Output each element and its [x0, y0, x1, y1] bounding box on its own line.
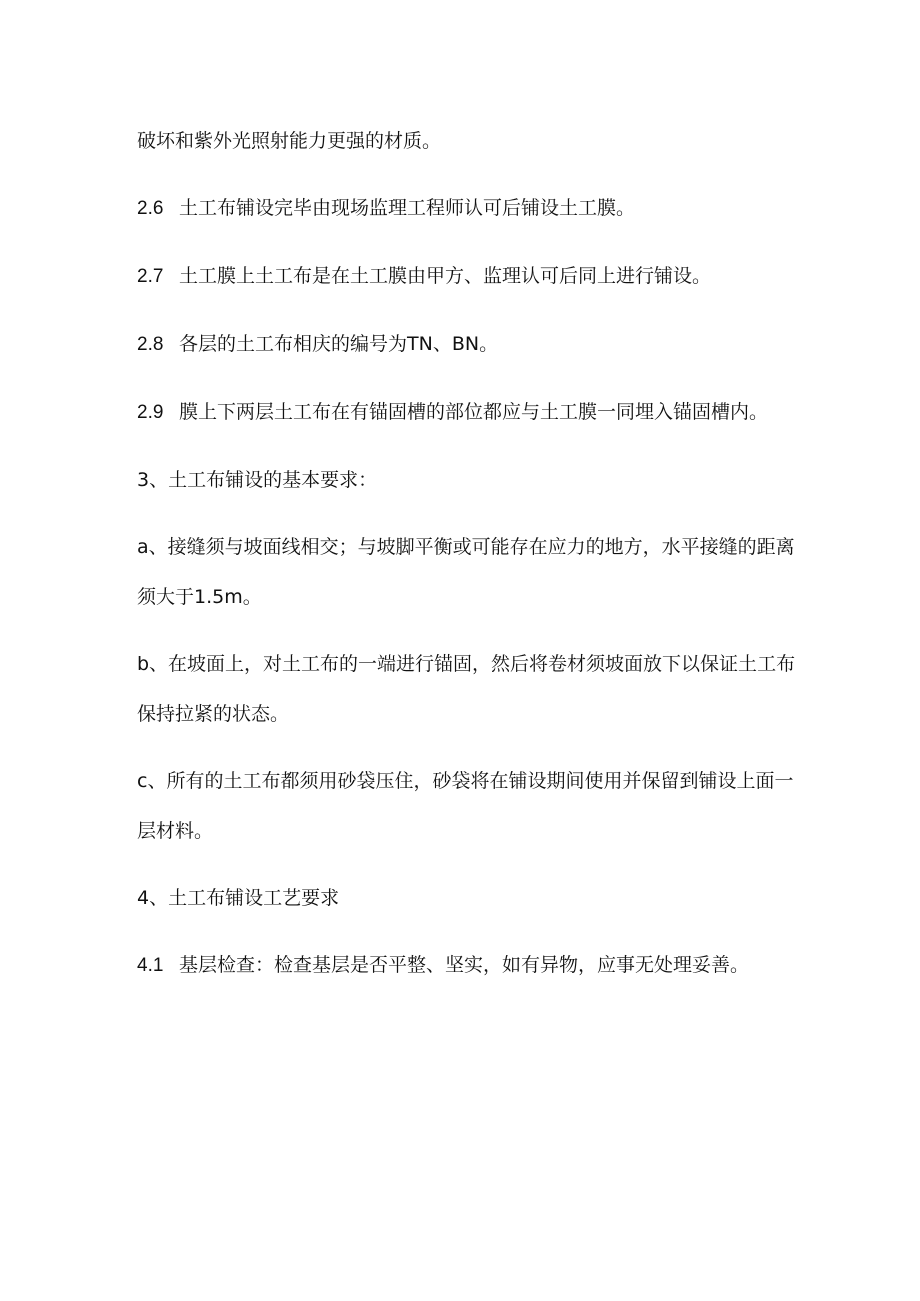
- section-number: 2.9: [137, 402, 164, 423]
- paragraph-text: a、接缝须与坡面线相交；与坡脚平衡或可能存在应力的地方，水平接缝的距离须大于1.5m。: [137, 536, 795, 608]
- paragraph-text: 各层的土工布相庆的编号为TN、BN。: [179, 333, 499, 355]
- paragraph-2-8: [137, 319, 797, 370]
- section-heading-3: [137, 455, 797, 505]
- section-number: 4.1: [137, 955, 164, 976]
- paragraph-text: c、所有的土工布都须用砂袋压住，砂袋将在铺设期间使用并保留到铺设上面一层材料。: [137, 770, 794, 842]
- paragraph-text: 膜上下两层土工布在有锚固槽的部位都应与土工膜一同埋入锚固槽内。: [179, 401, 769, 423]
- document-body: [137, 116, 797, 1008]
- heading-text: 3、土工布铺设的基本要求：: [137, 469, 378, 491]
- paragraph-text: 土工布铺设完毕由现场监理工程师认可后铺设土工膜。: [179, 197, 636, 219]
- paragraph-text: 土工膜上土工布是在土工膜由甲方、监理认可后同上进行铺设。: [179, 265, 712, 287]
- paragraph-2-9: [137, 387, 797, 438]
- paragraph-2-6: [137, 183, 797, 234]
- section-heading-4: [137, 873, 797, 923]
- section-number: 2.8: [137, 334, 164, 355]
- paragraph-2-7: [137, 251, 797, 302]
- requirement-a: [137, 522, 797, 622]
- paragraph-continuation: [137, 116, 797, 166]
- paragraph-4-1: [137, 940, 797, 991]
- requirement-c: [137, 756, 797, 856]
- heading-text: 4、土工布铺设工艺要求: [137, 887, 340, 909]
- paragraph-text: 破坏和紫外光照射能力更强的材质。: [137, 130, 442, 152]
- section-number: 2.7: [137, 266, 164, 287]
- section-number: 2.6: [137, 198, 164, 219]
- paragraph-text: b、在坡面上，对土工布的一端进行锚固，然后将卷材须坡面放下以保证土工布保持拉紧的状态。: [137, 653, 796, 725]
- requirement-b: [137, 639, 797, 739]
- paragraph-text: 基层检查：检查基层是否平整、坚实，如有异物，应事无处理妥善。: [179, 954, 750, 976]
